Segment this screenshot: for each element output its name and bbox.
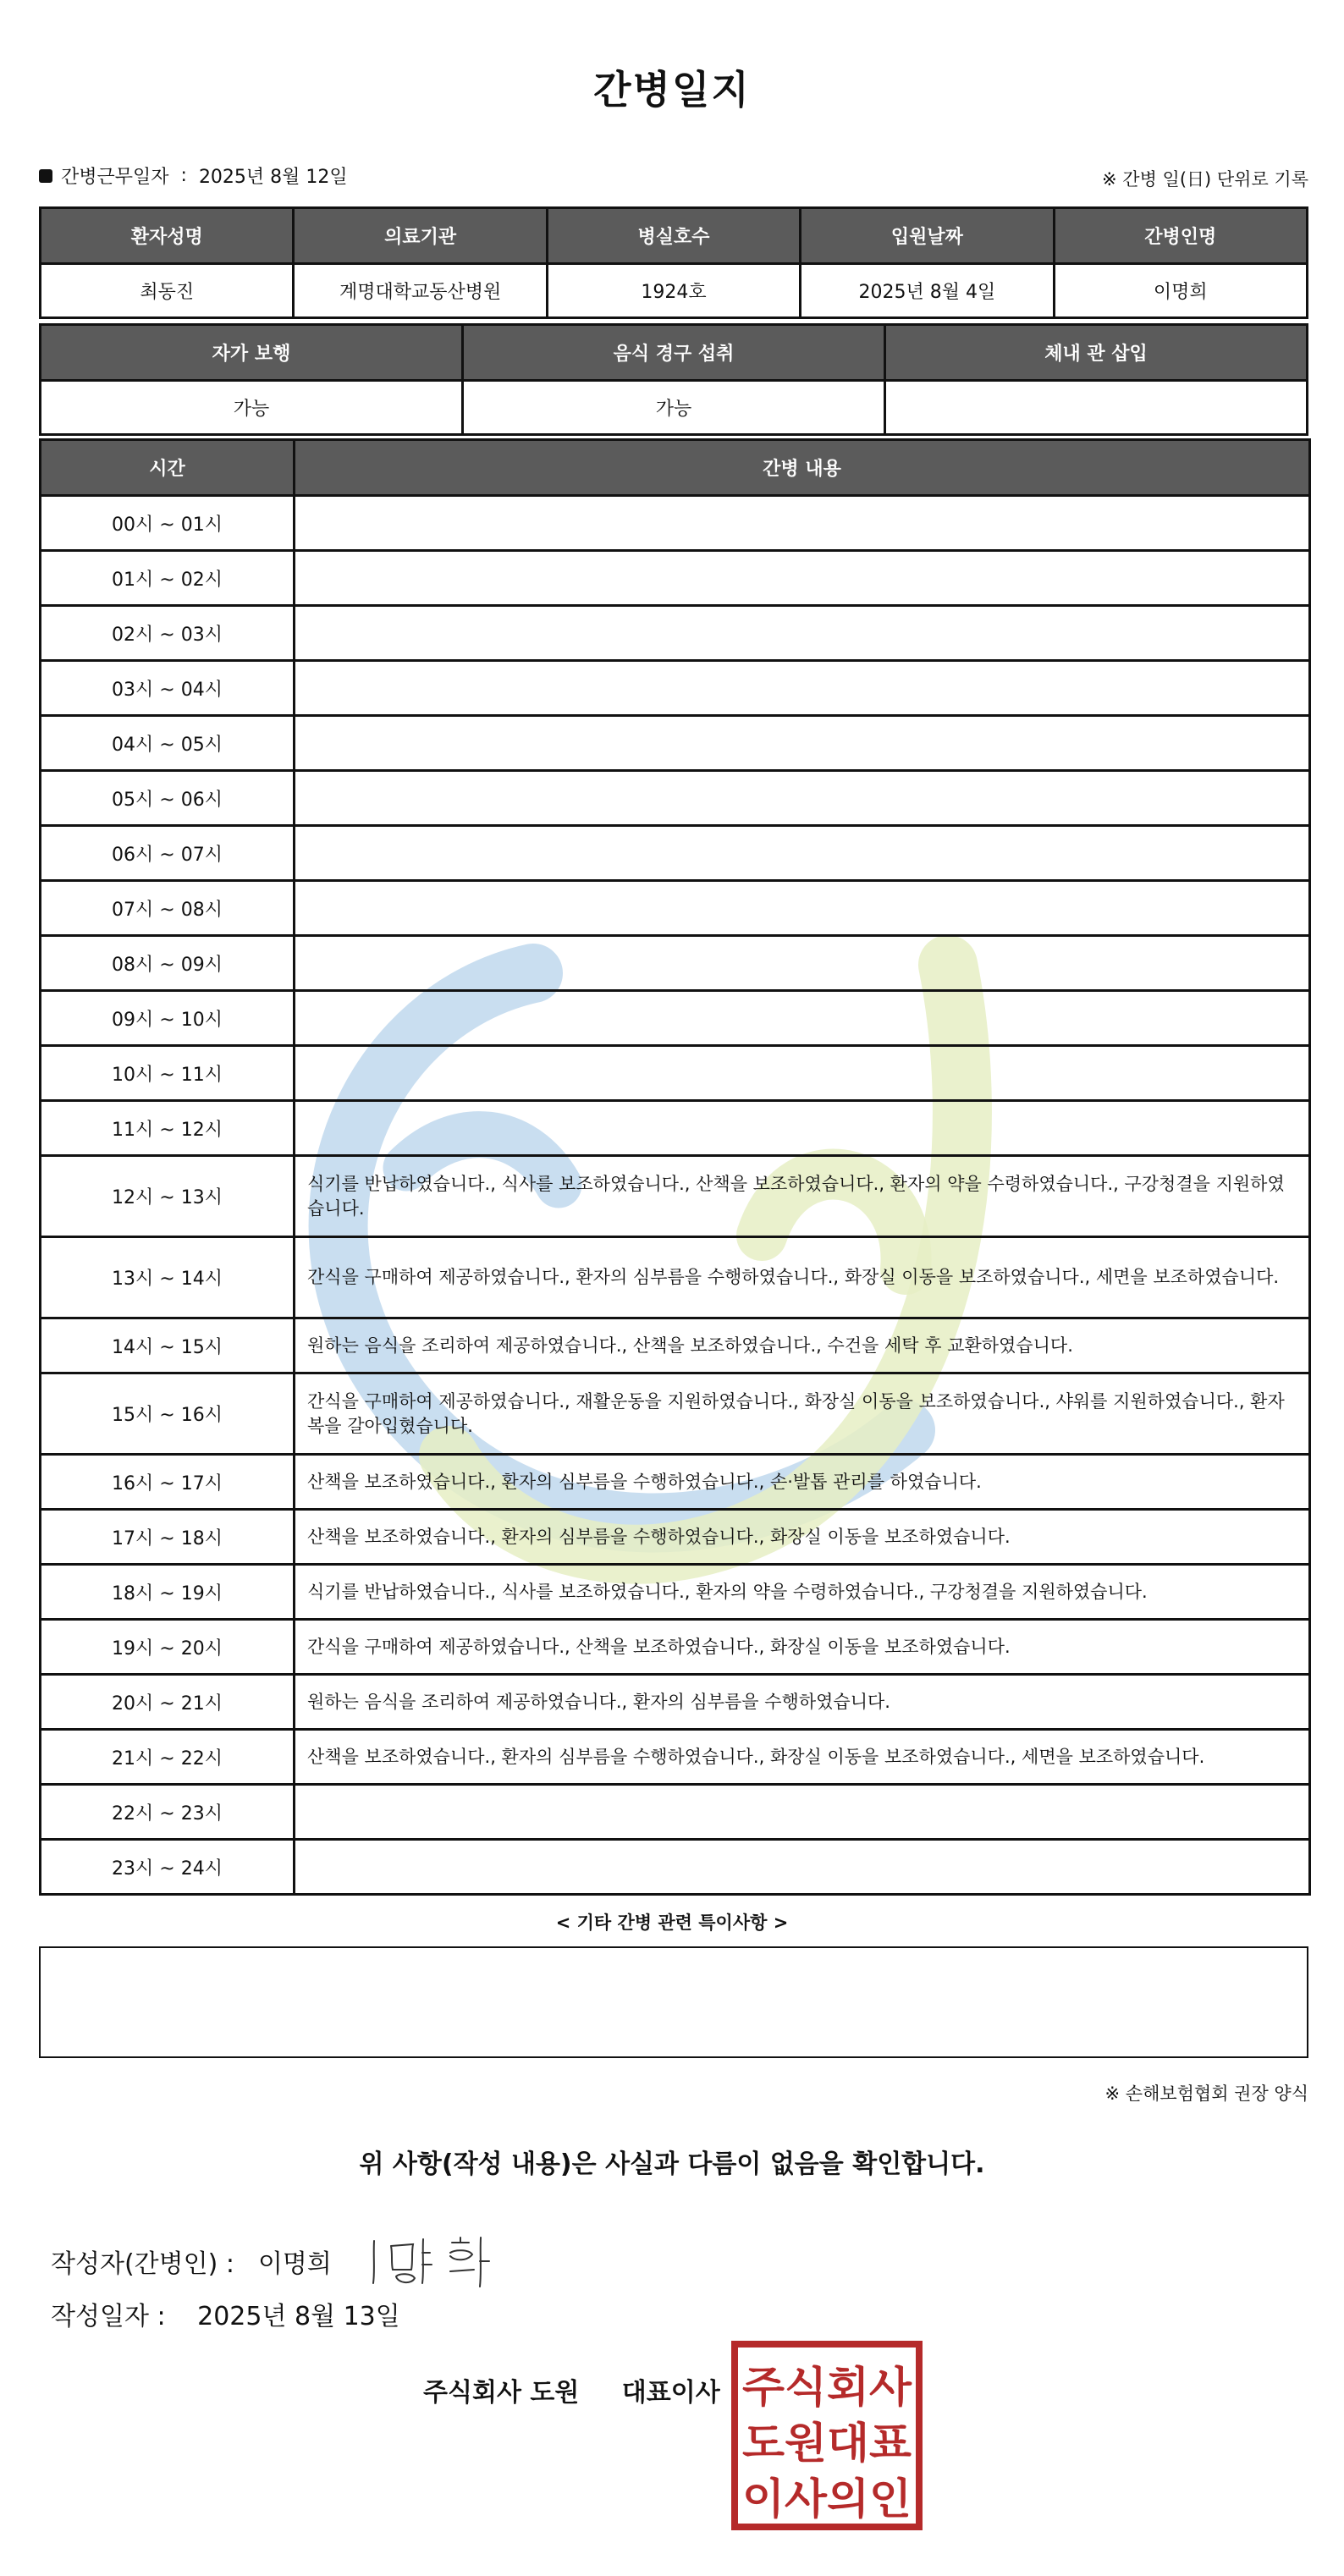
header-tube-insertion: 체내 관 삽입 (885, 325, 1308, 381)
table-row (41, 771, 1310, 826)
status-value-row (41, 381, 1308, 435)
patient-header-row (41, 208, 1308, 264)
time-cell: 06시 ~ 07시 (41, 826, 295, 881)
tube-insertion-value (885, 381, 1308, 435)
time-cell: 23시 ~ 24시 (41, 1840, 295, 1895)
table-row (41, 1675, 1310, 1730)
time-cell: 11시 ~ 12시 (41, 1101, 295, 1156)
note-cell: 산책을 보조하였습니다., 환자의 심부름을 수행하였습니다., 화장실 이동을 보조하였습니다., 세면을 보조하였습니다. (295, 1730, 1310, 1785)
seal-line-3: 이사의인 (742, 2474, 912, 2524)
table-row (41, 1156, 1310, 1237)
note-cell (295, 1840, 1310, 1895)
table-row (41, 936, 1310, 991)
caregiver-name: 이명희 (1054, 264, 1307, 318)
note-cell: 원하는 음식을 조리하여 제공하였습니다., 산책을 보조하였습니다., 수건을 세탁 후 교환하였습니다. (295, 1318, 1310, 1373)
time-cell: 03시 ~ 04시 (41, 661, 295, 716)
time-cell: 00시 ~ 01시 (41, 496, 295, 551)
time-cell: 22시 ~ 23시 (41, 1785, 295, 1840)
table-row (41, 716, 1310, 771)
table-row (41, 1840, 1310, 1895)
company-signature-line (423, 2371, 720, 2408)
patient-info-table (39, 206, 1308, 319)
time-cell: 12시 ~ 13시 (41, 1156, 295, 1237)
room-number: 1924호 (547, 264, 800, 318)
time-cell: 01시 ~ 02시 (41, 551, 295, 606)
header-patient-name: 환자성명 (41, 208, 294, 264)
note-cell (295, 771, 1310, 826)
writer-line (51, 2227, 532, 2295)
writer-name: 이명희 (257, 2249, 332, 2279)
table-row (41, 1510, 1310, 1565)
seal-line-2: 도원대표 (742, 2419, 912, 2468)
write-date-label: 작성일자 : (51, 2302, 166, 2331)
self-walking-value: 가능 (41, 381, 463, 435)
work-date-separator: : (180, 165, 187, 186)
header-admission-date: 입원날짜 (801, 208, 1054, 264)
header-hospital: 의료기관 (294, 208, 547, 264)
table-row (41, 826, 1310, 881)
note-cell (295, 881, 1310, 936)
time-cell: 19시 ~ 20시 (41, 1620, 295, 1675)
header-oral-intake: 음식 경구 섭취 (463, 325, 885, 381)
table-row (41, 1565, 1310, 1620)
note-cell (295, 606, 1310, 661)
time-cell: 16시 ~ 17시 (41, 1455, 295, 1510)
remarks-box (39, 1946, 1308, 2058)
note-cell (295, 716, 1310, 771)
time-cell: 18시 ~ 19시 (41, 1565, 295, 1620)
table-row (41, 991, 1310, 1046)
note-cell: 간식을 구매하여 제공하였습니다., 환자의 심부름을 수행하였습니다., 화장실 이동을 보조하였습니다., 세면을 보조하였습니다. (295, 1237, 1310, 1318)
note-cell (295, 551, 1310, 606)
time-cell: 14시 ~ 15시 (41, 1318, 295, 1373)
note-cell: 식기를 반납하였습니다., 식사를 보조하였습니다., 산책을 보조하였습니다., 환자의 약을 수령하였습니다., 구강청결을 지원하였습니다. (295, 1156, 1310, 1237)
admission-date: 2025년 8월 4일 (801, 264, 1054, 318)
ceo-title: 대표이사 (621, 2378, 720, 2408)
time-cell: 15시 ~ 16시 (41, 1373, 295, 1455)
time-cell: 21시 ~ 22시 (41, 1730, 295, 1785)
note-cell: 산책을 보조하였습니다., 환자의 심부름을 수행하였습니다., 손·발톱 관리를 하였습니다. (295, 1455, 1310, 1510)
write-date-line (51, 2295, 400, 2332)
table-row (41, 1730, 1310, 1785)
hourly-care-log-table (39, 438, 1311, 1896)
log-header-row (41, 440, 1310, 496)
meta-row (39, 162, 1308, 191)
table-row (41, 1373, 1310, 1455)
time-cell: 07시 ~ 08시 (41, 881, 295, 936)
time-cell: 10시 ~ 11시 (41, 1046, 295, 1101)
time-cell: 13시 ~ 14시 (41, 1237, 295, 1318)
work-date-label: 간병근무일자 (61, 167, 169, 188)
patient-value-row (41, 264, 1308, 318)
table-row (41, 661, 1310, 716)
hospital-name: 계명대학교동산병원 (294, 264, 547, 318)
table-row (41, 1046, 1310, 1101)
note-cell: 원하는 음식을 조리하여 제공하였습니다., 환자의 심부름을 수행하였습니다. (295, 1675, 1310, 1730)
patient-status-table (39, 323, 1308, 436)
confirmation-statement: 위 사항(작성 내용)은 사실과 다름이 없음을 확인합니다. (359, 2149, 985, 2179)
note-cell (295, 661, 1310, 716)
note-cell (295, 826, 1310, 881)
table-row (41, 1620, 1310, 1675)
table-row (41, 606, 1310, 661)
page-title: 간병일지 (593, 67, 751, 113)
remarks-title: < 기타 간병 관련 특이사항 > (555, 1913, 789, 1933)
table-row (41, 1101, 1310, 1156)
table-row (41, 881, 1310, 936)
note-cell (295, 1785, 1310, 1840)
status-header-row (41, 325, 1308, 381)
time-cell: 04시 ~ 05시 (41, 716, 295, 771)
header-time: 시간 (41, 440, 295, 496)
table-row (41, 1237, 1310, 1318)
handwritten-signature-icon (362, 2227, 532, 2295)
square-bullet-icon (39, 169, 52, 183)
company-name: 주식회사 도원 (423, 2378, 580, 2408)
writer-label: 작성자(간병인) : (51, 2249, 234, 2279)
table-row (41, 1455, 1310, 1510)
table-row (41, 496, 1310, 551)
table-row (41, 1318, 1310, 1373)
patient-name: 최동진 (41, 264, 294, 318)
work-date (39, 162, 348, 189)
note-cell (295, 496, 1310, 551)
oral-intake-value: 가능 (463, 381, 885, 435)
note-cell: 식기를 반납하였습니다., 식사를 보조하였습니다., 환자의 약을 수령하였습니다., 구강청결을 지원하였습니다. (295, 1565, 1310, 1620)
note-cell: 간식을 구매하여 제공하였습니다., 산책을 보조하였습니다., 화장실 이동을 보조하였습니다. (295, 1620, 1310, 1675)
time-cell: 02시 ~ 03시 (41, 606, 295, 661)
header-self-walking: 자가 보행 (41, 325, 463, 381)
company-seal-icon (731, 2341, 923, 2530)
time-cell: 17시 ~ 18시 (41, 1510, 295, 1565)
note-cell: 간식을 구매하여 제공하였습니다., 재활운동을 지원하였습니다., 화장실 이동을 보조하였습니다., 샤워를 지원하였습니다., 환자복을 갈아입혔습니다. (295, 1373, 1310, 1455)
table-row (41, 1785, 1310, 1840)
time-cell: 08시 ~ 09시 (41, 936, 295, 991)
header-room: 병실호수 (547, 208, 800, 264)
note-cell (295, 1046, 1310, 1101)
note-cell (295, 1101, 1310, 1156)
header-caregiver-name: 간병인명 (1054, 208, 1307, 264)
work-date-value: 2025년 8월 12일 (198, 167, 348, 188)
note-cell (295, 936, 1310, 991)
time-cell: 09시 ~ 10시 (41, 991, 295, 1046)
header-care-content: 간병 내용 (295, 440, 1310, 496)
time-cell: 05시 ~ 06시 (41, 771, 295, 826)
note-cell: 산책을 보조하였습니다., 환자의 심부름을 수행하였습니다., 화장실 이동을 보조하였습니다. (295, 1510, 1310, 1565)
unit-note: ※ 간병 일(日) 단위로 기록 (1102, 169, 1308, 190)
seal-line-1: 주식회사 (742, 2363, 912, 2412)
source-note: ※ 손해보험협회 권장 양식 (1104, 2083, 1308, 2104)
table-row (41, 551, 1310, 606)
time-cell: 20시 ~ 21시 (41, 1675, 295, 1730)
write-date-value: 2025년 8월 13일 (197, 2302, 400, 2331)
note-cell (295, 991, 1310, 1046)
